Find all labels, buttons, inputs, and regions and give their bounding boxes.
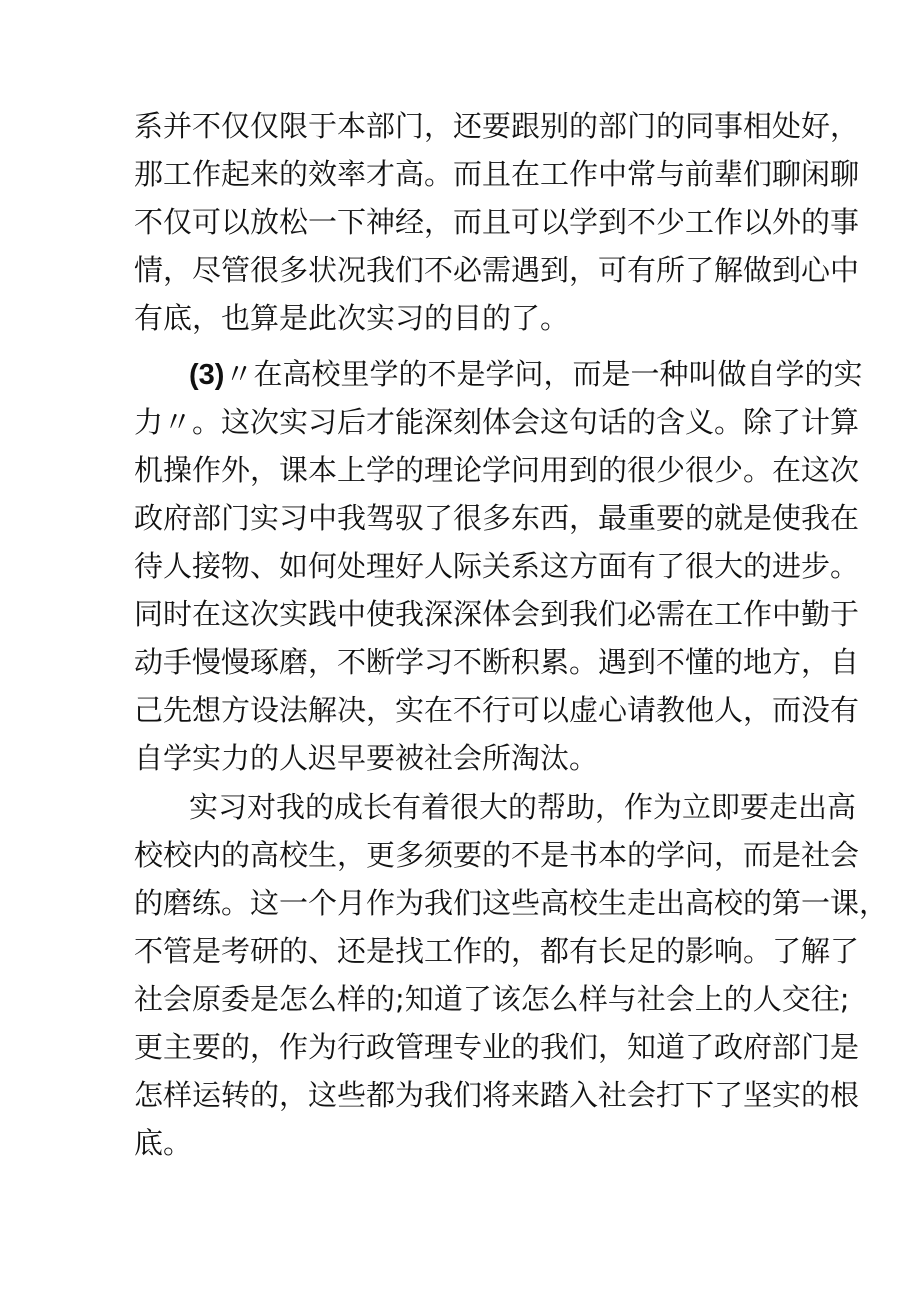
paragraph-number: (3) bbox=[189, 359, 225, 391]
paragraph-3-line: 社会原委是怎么样的;知道了该怎么样与社会上的人交往; bbox=[134, 982, 850, 1016]
paragraph-3-line: 不管是考研的、还是找工作的，都有长足的影响。了解了 bbox=[134, 934, 860, 968]
paragraph-1 bbox=[134, 102, 860, 342]
paragraph-3-line: 怎样运转的，这些都为我们将来踏入社会打下了坚实的根 bbox=[134, 1078, 860, 1112]
paragraph-3-line: 底。 bbox=[134, 1126, 193, 1160]
paragraph-2-line: 政府部门实习中我驾驭了很多东西，最重要的就是使我在 bbox=[134, 501, 860, 535]
paragraph-3-line: 更主要的，作为行政管理专业的我们，知道了政府部门是 bbox=[134, 1030, 860, 1064]
paragraph-1-line: 有底，也算是此次实习的目的了。 bbox=[134, 301, 570, 335]
paragraph-3-line: 的磨练。这一个月作为我们这些高校生走出高校的第一课， bbox=[134, 886, 889, 920]
paragraph-1-line: 情，尽管很多状况我们不必需遇到，可有所了解做到心中 bbox=[134, 253, 860, 287]
paragraph-2 bbox=[134, 350, 863, 782]
paragraph-3 bbox=[134, 783, 889, 1167]
paragraph-3-line: 校校内的高校生，更多须要的不是书本的学问，而是社会 bbox=[134, 838, 860, 872]
paragraph-2-line: 己先想方设法解决，实在不行可以虚心请教他人，而没有 bbox=[134, 693, 860, 727]
paragraph-1-line: 不仅可以放松一下神经，而且可以学到不少工作以外的事 bbox=[134, 205, 860, 239]
paragraph-3-line: 实习对我的成长有着很大的帮助，作为立即要走出高 bbox=[189, 790, 857, 824]
paragraph-2-line: 待人接物、如何处理好人际关系这方面有了很大的进步。 bbox=[134, 549, 860, 583]
paragraph-1-line: 那工作起来的效率才高。而且在工作中常与前辈们聊闲聊 bbox=[134, 157, 860, 191]
paragraph-2-line: 力〃。这次实习后才能深刻体会这句话的含义。除了计算 bbox=[134, 405, 860, 439]
paragraph-1-line: 系并不仅仅限于本部门，还要跟别的部门的同事相处好， bbox=[134, 109, 860, 143]
paragraph-2-line: 机操作外，课本上学的理论学问用到的很少很少。在这次 bbox=[134, 453, 860, 487]
paragraph-2-line: 同时在这次实践中使我深深体会到我们必需在工作中勤于 bbox=[134, 597, 860, 631]
paragraph-2-first-line bbox=[134, 350, 863, 398]
paragraph-2-line: 自学实力的人迟早要被社会所淘汰。 bbox=[134, 741, 599, 775]
paragraph-2-line: 〃在高校里学的不是学问，而是一种叫做自学的实 bbox=[224, 357, 863, 391]
paragraph-2-line: 动手慢慢琢磨，不断学习不断积累。遇到不懂的地方，自 bbox=[134, 645, 860, 679]
